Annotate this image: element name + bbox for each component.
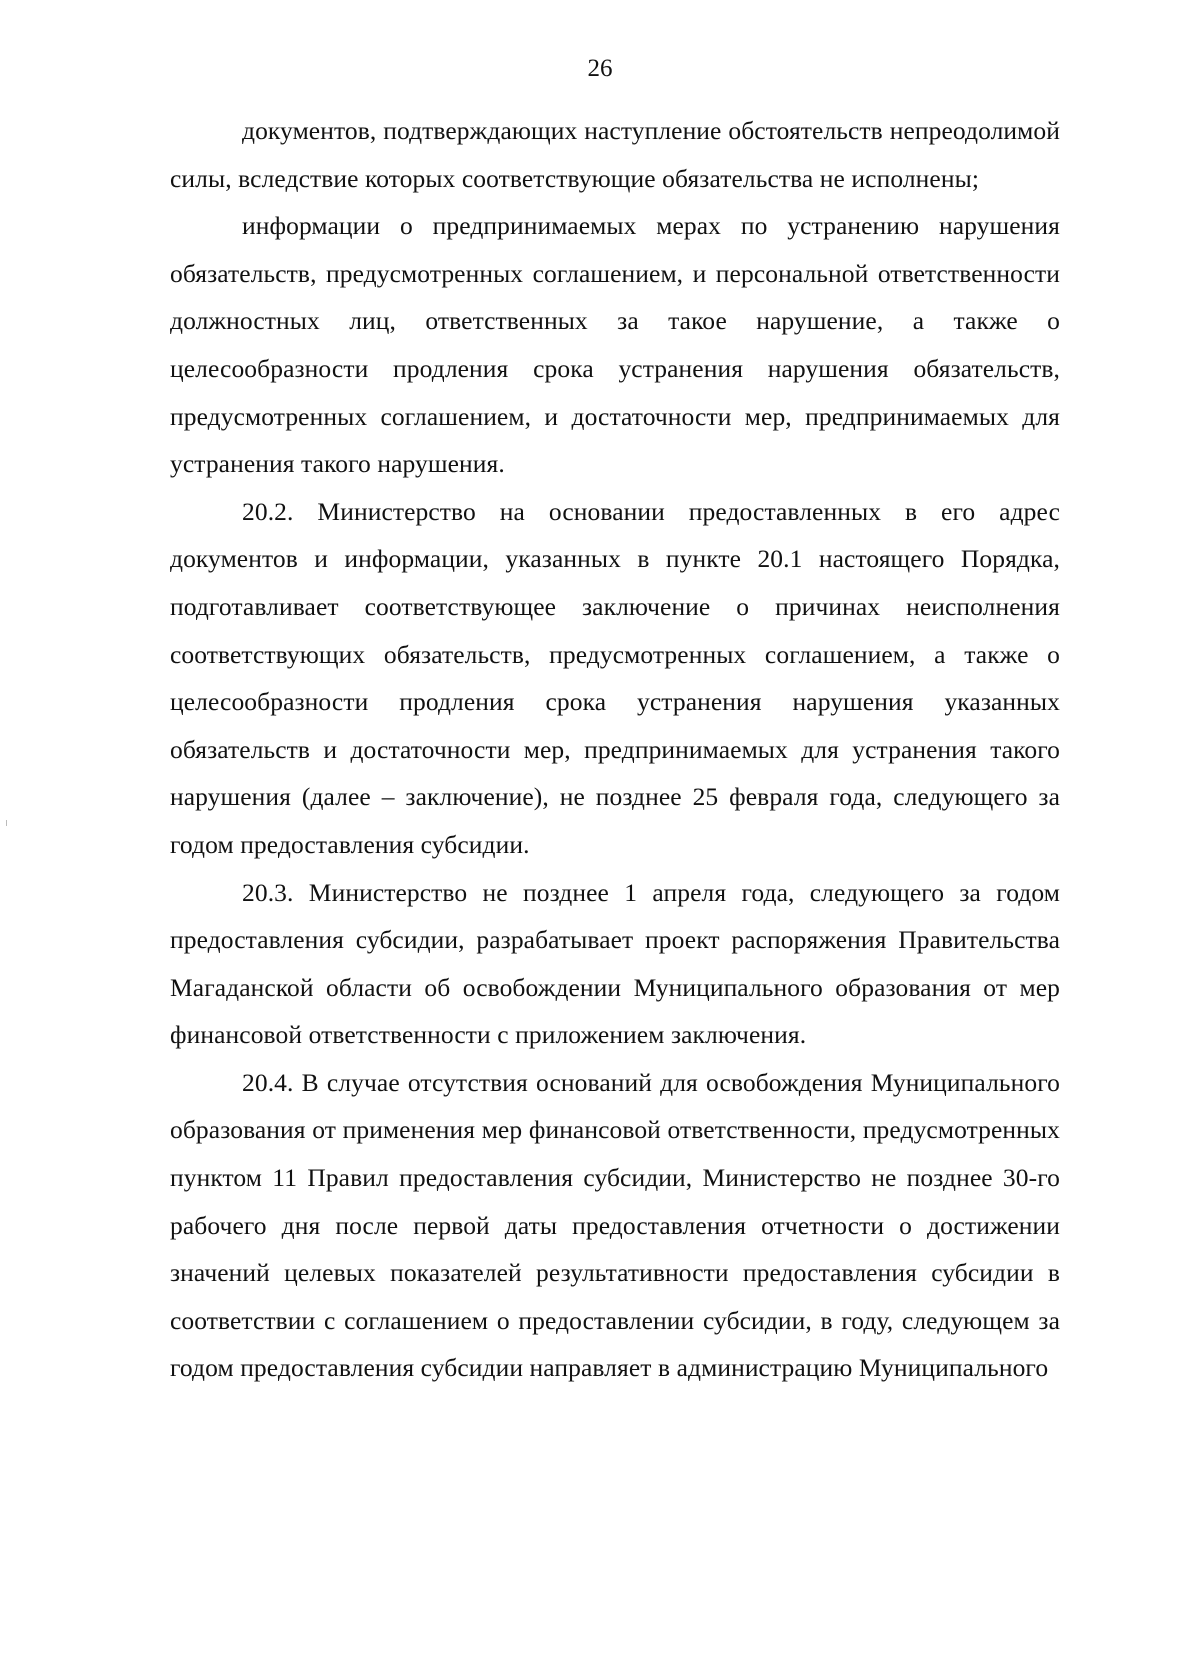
paragraph-information-measures: информации о предпринимаемых мерах по устранению нарушения обязательств, предусмотренных соглашением, и персональной ответственности должностных лиц, ответственных за такое нарушение, а также о целесообразности продления срока устранения нарушения обязательств, предусмотренных соглашением, и достаточности мер, предпринимаемых для устранения такого нарушения. (170, 211, 1060, 479)
paragraph-20-2: 20.2. Министерство на основании предоставленных в его адрес документов и информации, указанных в пункте 20.1 настоящего Порядка, подготавливает соответствующее заключение о причинах неисполнения соответствующих обязательств, предусмотренных соглашением, а также о целесообразности продления срока устранения нарушения указанных обязательств и достаточности мер, предпринимаемых для устранения такого нарушения (далее – заключение), не позднее 25 февраля года, следующего за годом предоставления субсидии. (170, 496, 1060, 859)
document-body (170, 107, 1060, 1392)
paragraph-20-3: 20.3. Министерство не позднее 1 апреля года, следующего за годом предоставления субсидии, разрабатывает проект распоряжения Правительства Магаданской области об освобождении Муниципального образования от мер финансовой ответственности с приложением заключения. (170, 877, 1060, 1050)
paragraph-documents-force-majeure: документов, подтверждающих наступление обстоятельств непреодолимой силы, вследствие которых соответствующие обязательства не исполнены; (170, 116, 1060, 193)
scan-margin-mark (6, 820, 7, 826)
page-number: 26 (587, 55, 613, 82)
paragraph-20-4: 20.4. В случае отсутствия оснований для освобождения Муниципального образования от применения мер финансовой ответственности, предусмотренных пунктом 11 Правил предоставления субсидии, Министерство не позднее 30-го рабочего дня после первой даты предоставления отчетности о достижении значений целевых показателей результативности предоставления субсидии в соответствии с соглашением о предоставлении субсидии, в году, следующем за годом предоставления субсидии направляет в администрацию Муниципального (170, 1067, 1060, 1383)
